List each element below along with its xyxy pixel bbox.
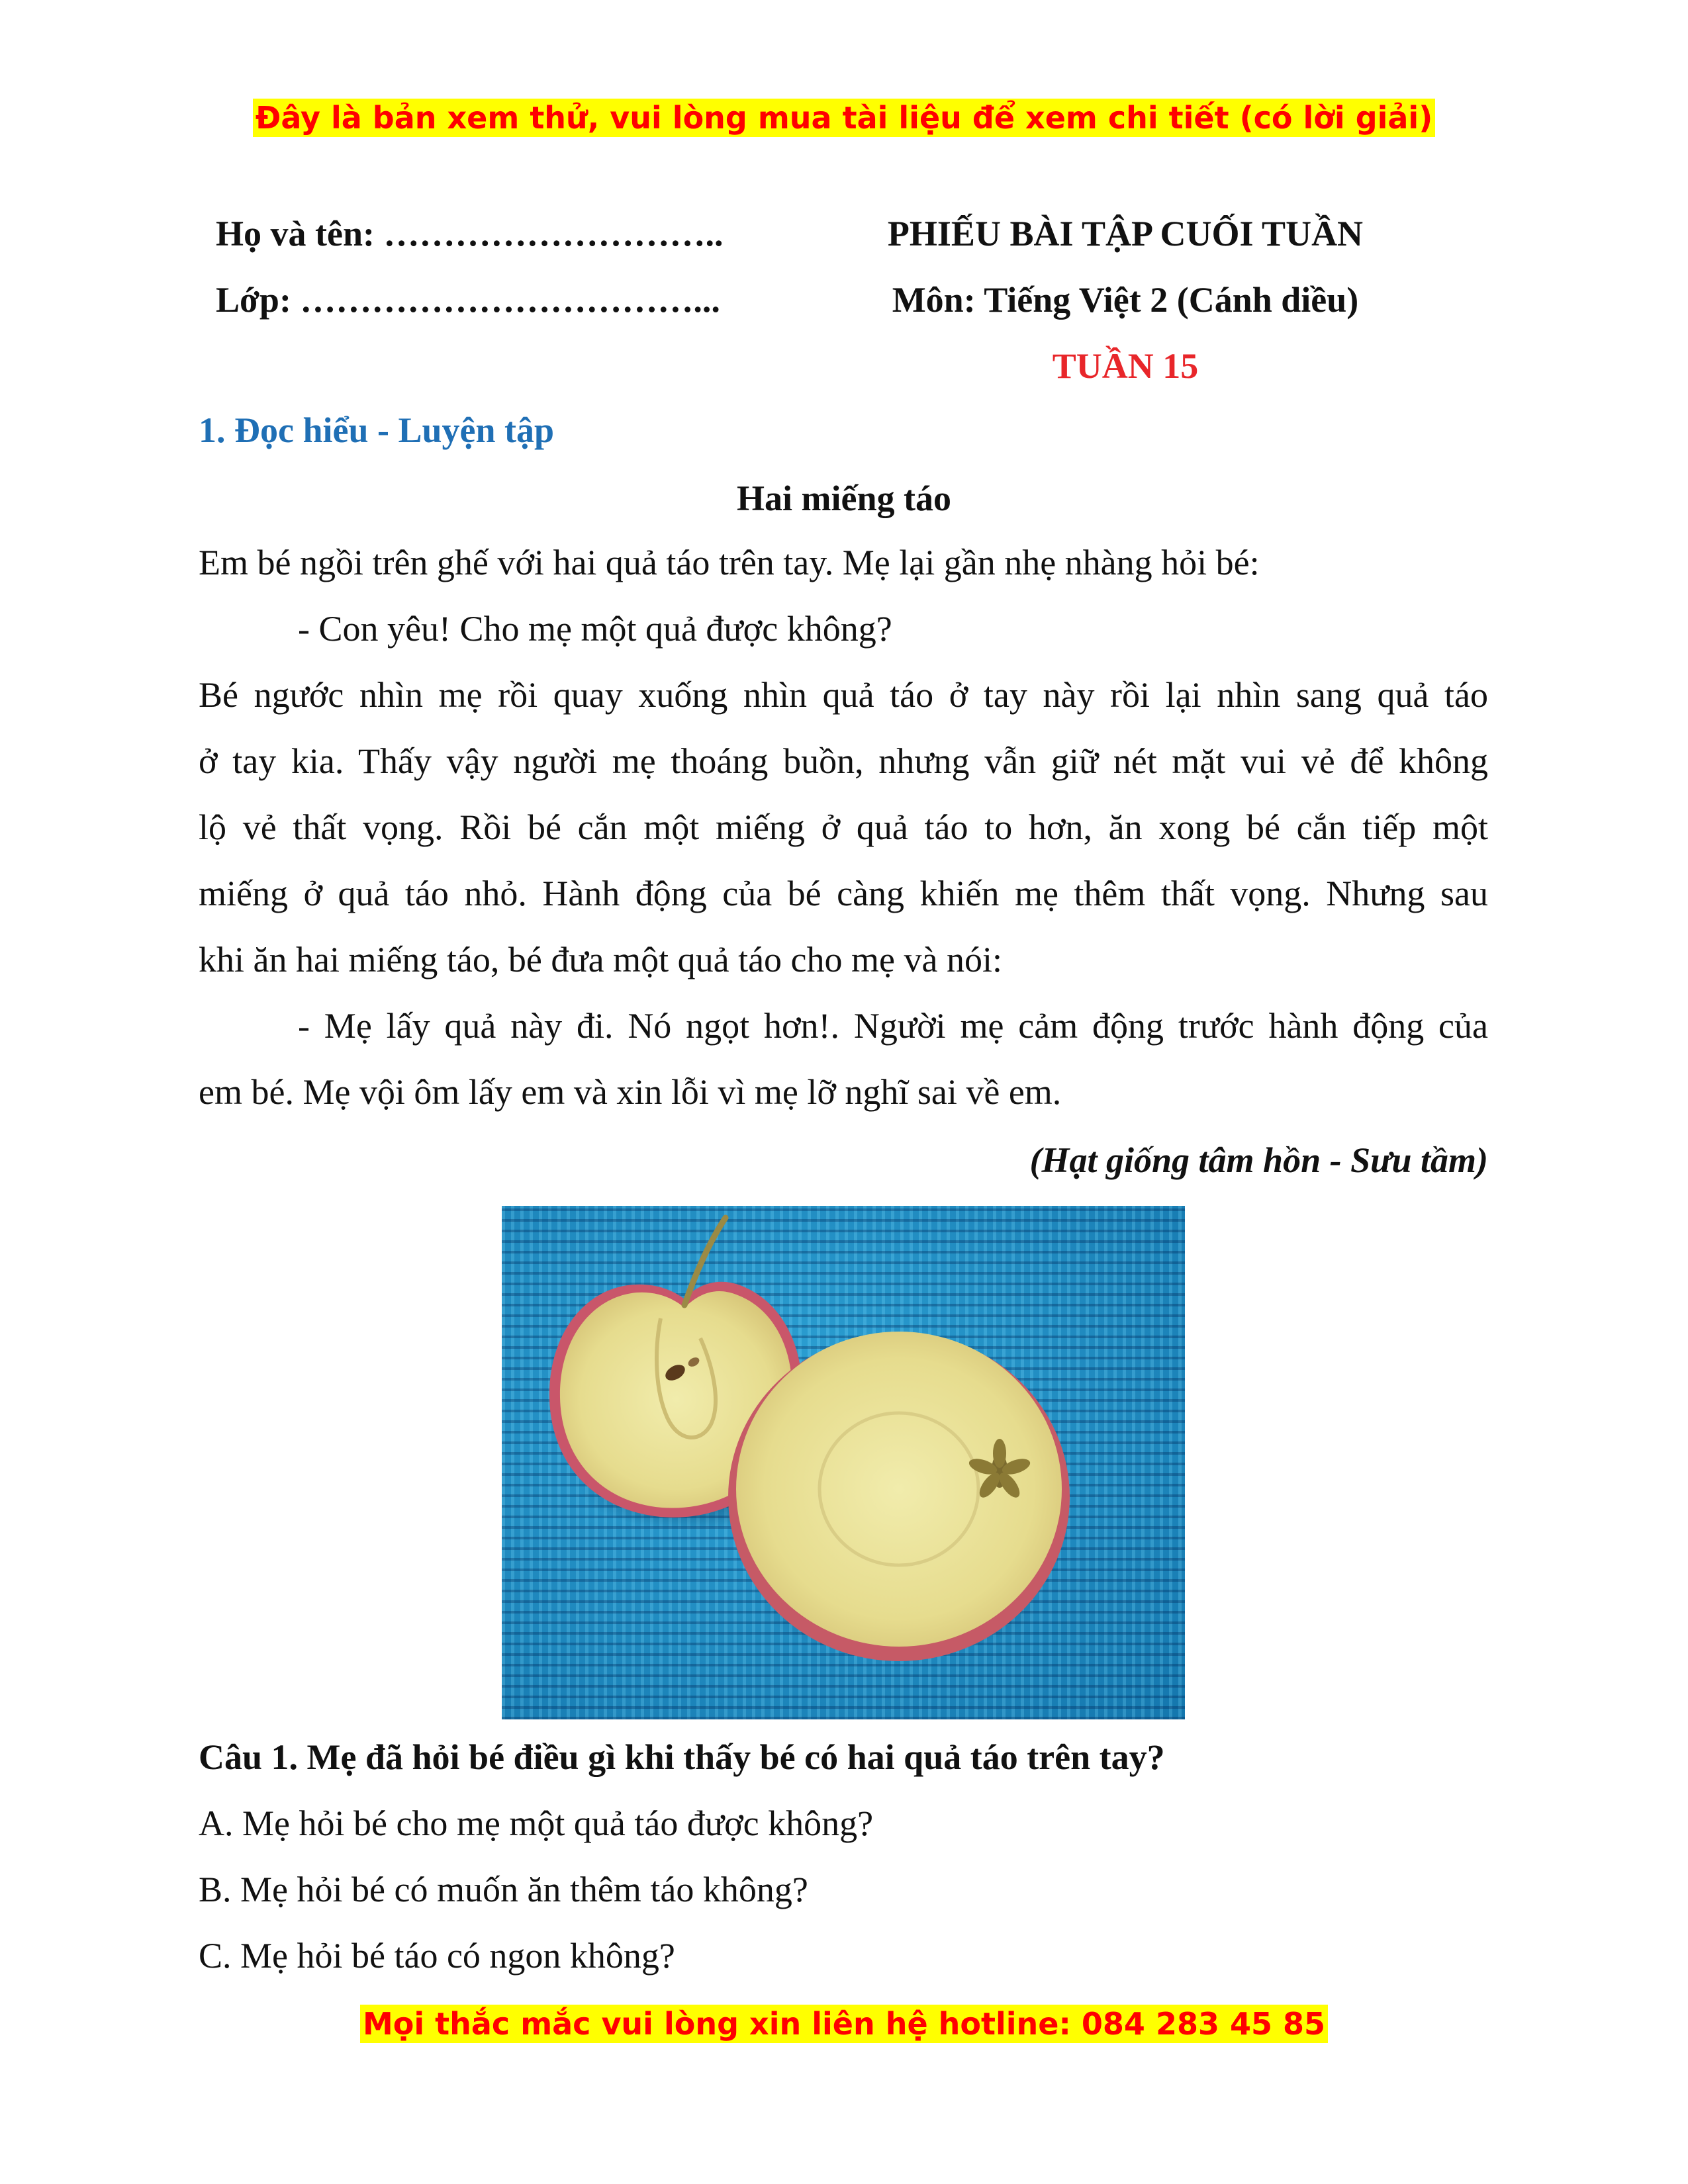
answer-option-c: C. Mẹ hỏi bé táo có ngon không? xyxy=(199,1936,675,1976)
story-line: ở tay kia. Thấy vậy người mẹ thoáng buồn, nhưng vẫn giữ nét mặt vui vẻ để không xyxy=(199,741,1488,781)
story-line: Bé ngước nhìn mẹ rồi quay xuống nhìn quả táo ở tay này rồi lại nhìn sang quả táo xyxy=(199,675,1488,715)
story-paragraph-3 xyxy=(199,662,1488,993)
apple-half-right xyxy=(728,1332,1070,1661)
story-paragraph-4 xyxy=(199,993,1488,1125)
story-line: - Con yêu! Cho mẹ một quả được không? xyxy=(298,609,892,649)
preview-banner xyxy=(0,98,1688,138)
sheet-title: PHIẾU BÀI TẬP CUỐI TUẦN xyxy=(887,214,1364,253)
story-line: khi ăn hai miếng táo, bé đưa một quả táo cho mẹ và nói: xyxy=(199,940,1002,979)
story-line: em bé. Mẹ vội ôm lấy em và xin lỗi vì mẹ lỡ nghĩ sai về em. xyxy=(199,1072,1062,1112)
preview-banner-text: Đây là bản xem thử, vui lòng mua tài liệu để xem chi tiết (có lời giải) xyxy=(253,99,1435,137)
story-source: (Hạt giống tâm hồn - Sưu tầm) xyxy=(1029,1140,1488,1180)
student-name-field: Họ và tên: ……………………….. xyxy=(216,214,724,253)
answer-option-a: A. Mẹ hỏi bé cho mẹ một quả táo được không? xyxy=(199,1803,874,1843)
story-paragraph-1 xyxy=(199,529,1488,662)
class-field: Lớp: ……………………………... xyxy=(216,280,720,320)
week-label: TUẦN 15 xyxy=(1052,346,1199,386)
answer-option-b: B. Mẹ hỏi bé có muốn ăn thêm táo không? xyxy=(199,1870,808,1909)
story-line: lộ vẻ thất vọng. Rồi bé cắn một miếng ở quả táo to hơn, ăn xong bé cắn tiếp một xyxy=(199,807,1488,847)
hotline-banner xyxy=(0,2004,1688,2044)
story-line: miếng ở quả táo nhỏ. Hành động của bé càng khiến mẹ thêm thất vọng. Nhưng sau xyxy=(199,874,1488,913)
story-line: Em bé ngồi trên ghế với hai quả táo trên tay. Mẹ lại gần nhẹ nhàng hỏi bé: xyxy=(199,543,1260,582)
section-heading: 1. Đọc hiểu - Luyện tập xyxy=(199,410,555,450)
story-line: - Mẹ lấy quả này đi. Nó ngọt hơn!. Người mẹ cảm động trước hành động của xyxy=(298,1006,1488,1046)
story-title: Hai miếng táo xyxy=(737,478,951,518)
hotline-banner-text: Mọi thắc mắc vui lòng xin liên hệ hotline: 084 283 45 85 xyxy=(360,2005,1328,2043)
question-1-title: Câu 1. Mẹ đã hỏi bé điều gì khi thấy bé có hai quả táo trên tay? xyxy=(199,1737,1165,1777)
apple-halves-photo xyxy=(502,1206,1185,1719)
subject-title: Môn: Tiếng Việt 2 (Cánh diều) xyxy=(892,280,1359,320)
